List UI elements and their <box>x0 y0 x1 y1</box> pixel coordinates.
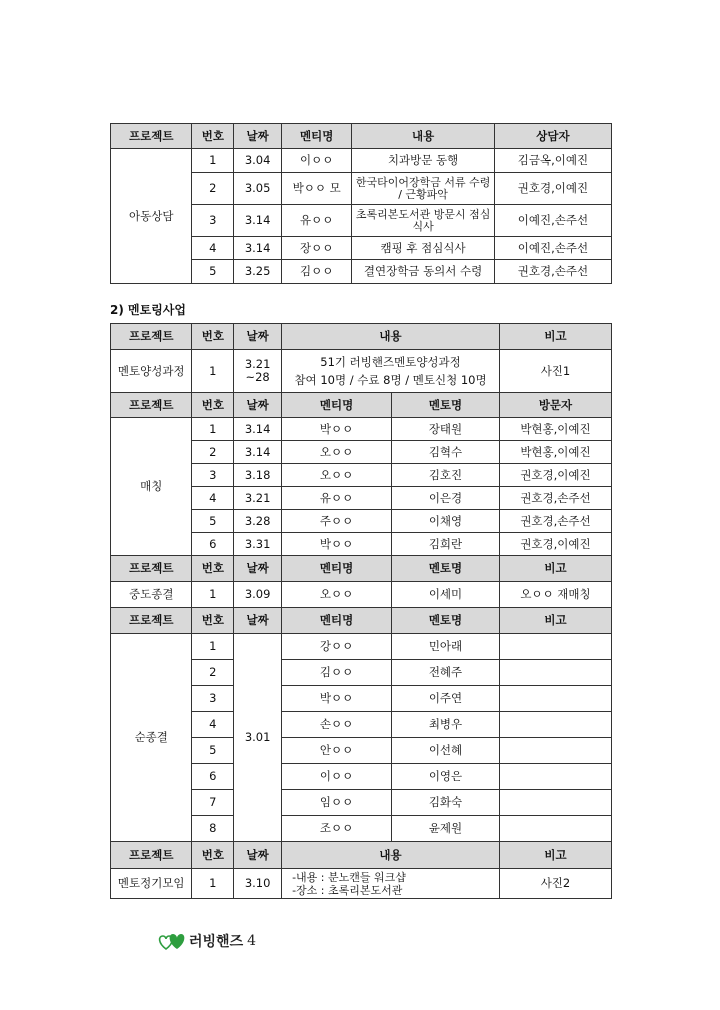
header-cell: 내용 <box>282 842 500 869</box>
header-cell: 번호 <box>192 608 234 634</box>
header-cell: 비고 <box>499 324 611 350</box>
header-cell: 비고 <box>499 608 611 634</box>
mentor-cell: 이주연 <box>392 686 500 712</box>
content-line: -내용 : 분노캔들 워크샵 <box>292 870 406 884</box>
content-cell: 초록리본도서관 방문시 점심식사 <box>352 205 495 237</box>
date-cell: 3.18 <box>234 464 282 487</box>
project-cell: 순종결 <box>111 634 192 842</box>
mentor-cell: 이은경 <box>392 487 500 510</box>
mentee-cell: 장ㅇㅇ <box>282 237 352 260</box>
number-cell: 1 <box>192 634 234 660</box>
table-header-row <box>111 842 612 869</box>
note-cell: 사진2 <box>499 869 611 899</box>
table-header-row <box>111 124 612 149</box>
mentee-cell: 강ㅇㅇ <box>282 634 392 660</box>
mentor-cell: 최병우 <box>392 712 500 738</box>
date-cell: 3.14 <box>234 205 282 237</box>
visitor-cell: 박현홍,이예진 <box>499 418 611 441</box>
header-cell: 번호 <box>192 556 234 582</box>
header-cell: 멘티명 <box>282 124 352 149</box>
section-heading: 2) 멘토링사업 <box>110 303 186 317</box>
note-cell <box>499 738 611 764</box>
date-cell: 3.28 <box>234 510 282 533</box>
date-line: ~28 <box>245 370 270 384</box>
header-cell: 프로젝트 <box>111 842 192 869</box>
note-cell: 오ㅇㅇ 재매칭 <box>499 582 611 608</box>
mentee-cell: 박ㅇㅇ <box>282 418 392 441</box>
mentee-cell: 박ㅇㅇ <box>282 533 392 556</box>
content-cell: 캠핑 후 점심식사 <box>352 237 495 260</box>
project-cell: 중도종결 <box>111 582 192 608</box>
number-cell: 6 <box>192 764 234 790</box>
mentor-cell: 민아래 <box>392 634 500 660</box>
header-cell: 날짜 <box>234 393 282 418</box>
table-row <box>111 869 612 899</box>
header-cell: 프로젝트 <box>111 393 192 418</box>
mentee-cell: 박ㅇㅇ 모 <box>282 173 352 205</box>
header-cell: 프로젝트 <box>111 124 192 149</box>
note-cell <box>499 764 611 790</box>
mentor-cell: 이영은 <box>392 764 500 790</box>
number-cell: 8 <box>192 816 234 842</box>
number-cell: 5 <box>192 510 234 533</box>
note-cell <box>499 660 611 686</box>
date-cell: 3.04 <box>234 149 282 173</box>
footer <box>157 930 256 952</box>
mentor-cell: 김호진 <box>392 464 500 487</box>
date-cell: 3.21 <box>234 487 282 510</box>
table-header-row <box>111 393 612 418</box>
header-cell: 비고 <box>499 556 611 582</box>
header-cell: 멘티명 <box>282 556 392 582</box>
header-cell: 번호 <box>192 842 234 869</box>
mentee-cell: 임ㅇㅇ <box>282 790 392 816</box>
mentor-cell: 전혜주 <box>392 660 500 686</box>
project-cell: 매칭 <box>111 418 192 556</box>
header-cell: 날짜 <box>234 608 282 634</box>
number-cell: 4 <box>192 712 234 738</box>
mentee-cell: 오ㅇㅇ <box>282 464 392 487</box>
header-cell: 내용 <box>352 124 495 149</box>
number-cell: 5 <box>192 260 234 284</box>
content-line: 51기 러빙핸즈멘토양성과정 <box>320 355 461 369</box>
table-row <box>111 350 612 393</box>
header-cell: 방문자 <box>499 393 611 418</box>
mentee-cell: 박ㅇㅇ <box>282 686 392 712</box>
mentor-cell: 이세미 <box>392 582 500 608</box>
mentoring-table <box>110 323 612 899</box>
child-counseling-table <box>110 123 612 284</box>
visitor-cell: 권호경,손주선 <box>499 487 611 510</box>
mentor-cell: 장태원 <box>392 418 500 441</box>
header-cell: 번호 <box>192 324 234 350</box>
content-cell: 결연장학금 동의서 수령 <box>352 260 495 284</box>
counselor-cell: 이예진,손주선 <box>494 205 611 237</box>
mentee-cell: 유ㅇㅇ <box>282 487 392 510</box>
header-cell: 번호 <box>192 393 234 418</box>
note-cell <box>499 712 611 738</box>
number-cell: 3 <box>192 464 234 487</box>
table-row <box>111 634 612 660</box>
number-cell: 7 <box>192 790 234 816</box>
mentee-cell: 유ㅇㅇ <box>282 205 352 237</box>
mentee-cell: 안ㅇㅇ <box>282 738 392 764</box>
header-cell: 날짜 <box>234 842 282 869</box>
note-cell <box>499 790 611 816</box>
project-cell: 멘토양성과정 <box>111 350 192 393</box>
table-row <box>111 582 612 608</box>
table-header-row <box>111 556 612 582</box>
date-cell <box>234 350 282 393</box>
visitor-cell: 권호경,이예진 <box>499 464 611 487</box>
header-cell: 날짜 <box>234 324 282 350</box>
project-cell: 멘토정기모임 <box>111 869 192 899</box>
header-cell: 멘토명 <box>392 556 500 582</box>
note-cell: 사진1 <box>499 350 611 393</box>
header-cell: 프로젝트 <box>111 608 192 634</box>
content-cell <box>282 350 500 393</box>
number-cell: 4 <box>192 237 234 260</box>
number-cell: 4 <box>192 487 234 510</box>
mentor-cell: 김화숙 <box>392 790 500 816</box>
number-cell: 1 <box>192 418 234 441</box>
header-cell: 프로젝트 <box>111 324 192 350</box>
date-cell: 3.25 <box>234 260 282 284</box>
table-header-row <box>111 608 612 634</box>
number-cell: 1 <box>192 869 234 899</box>
header-cell: 멘토명 <box>392 608 500 634</box>
date-cell: 3.14 <box>234 418 282 441</box>
counselor-cell: 권호경,이예진 <box>494 173 611 205</box>
table-row <box>111 149 612 173</box>
header-cell: 내용 <box>282 324 500 350</box>
mentor-cell: 김희란 <box>392 533 500 556</box>
visitor-cell: 권호경,이예진 <box>499 533 611 556</box>
number-cell: 3 <box>192 205 234 237</box>
mentee-cell: 손ㅇㅇ <box>282 712 392 738</box>
date-cell: 3.01 <box>234 634 282 842</box>
mentor-cell: 김혁수 <box>392 441 500 464</box>
mentee-cell: 이ㅇㅇ <box>282 764 392 790</box>
number-cell: 2 <box>192 173 234 205</box>
number-cell: 1 <box>192 350 234 393</box>
header-cell: 상담자 <box>494 124 611 149</box>
visitor-cell: 권호경,손주선 <box>499 510 611 533</box>
number-cell: 1 <box>192 149 234 173</box>
mentee-cell: 주ㅇㅇ <box>282 510 392 533</box>
header-cell: 비고 <box>499 842 611 869</box>
visitor-cell: 박현홍,이예진 <box>499 441 611 464</box>
content-line: -장소 : 초록리본도서관 <box>292 883 403 897</box>
content-line: 참여 10명 / 수료 8명 / 멘토신청 10명 <box>294 373 487 387</box>
note-cell <box>499 686 611 712</box>
mentee-cell: 김ㅇㅇ <box>282 260 352 284</box>
counselor-cell: 김금옥,이예진 <box>494 149 611 173</box>
note-cell <box>499 634 611 660</box>
date-cell: 3.10 <box>234 869 282 899</box>
mentor-cell: 이선혜 <box>392 738 500 764</box>
project-cell: 아동상담 <box>111 149 192 284</box>
date-cell: 3.14 <box>234 237 282 260</box>
mentee-cell: 오ㅇㅇ <box>282 582 392 608</box>
header-cell: 프로젝트 <box>111 556 192 582</box>
date-cell: 3.31 <box>234 533 282 556</box>
brand-name: 러빙핸즈 <box>189 934 244 950</box>
header-cell: 날짜 <box>234 124 282 149</box>
mentee-cell: 이ㅇㅇ <box>282 149 352 173</box>
number-cell: 6 <box>192 533 234 556</box>
page-number: 4 <box>247 933 257 949</box>
content-cell: 치과방문 동행 <box>352 149 495 173</box>
number-cell: 1 <box>192 582 234 608</box>
date-cell: 3.14 <box>234 441 282 464</box>
mentee-cell: 김ㅇㅇ <box>282 660 392 686</box>
number-cell: 2 <box>192 660 234 686</box>
number-cell: 2 <box>192 441 234 464</box>
mentor-cell: 이채영 <box>392 510 500 533</box>
number-cell: 5 <box>192 738 234 764</box>
counselor-cell: 권호경,손주선 <box>494 260 611 284</box>
mentor-cell: 윤제원 <box>392 816 500 842</box>
date-cell: 3.05 <box>234 173 282 205</box>
mentee-cell: 조ㅇㅇ <box>282 816 392 842</box>
mentee-cell: 오ㅇㅇ <box>282 441 392 464</box>
header-cell: 멘토명 <box>392 393 500 418</box>
counselor-cell: 이예진,손주선 <box>494 237 611 260</box>
table-row <box>111 418 612 441</box>
content-cell: 한국타이어장학금 서류 수령 / 근황파악 <box>352 173 495 205</box>
date-line: 3.21 <box>244 357 271 371</box>
date-cell: 3.09 <box>234 582 282 608</box>
table-header-row <box>111 324 612 350</box>
header-cell: 번호 <box>192 124 234 149</box>
header-cell: 멘티명 <box>282 393 392 418</box>
header-cell: 멘티명 <box>282 608 392 634</box>
leaf-heart-icon <box>157 931 187 951</box>
header-cell: 날짜 <box>234 556 282 582</box>
number-cell: 3 <box>192 686 234 712</box>
note-cell <box>499 816 611 842</box>
content-cell <box>282 869 500 899</box>
